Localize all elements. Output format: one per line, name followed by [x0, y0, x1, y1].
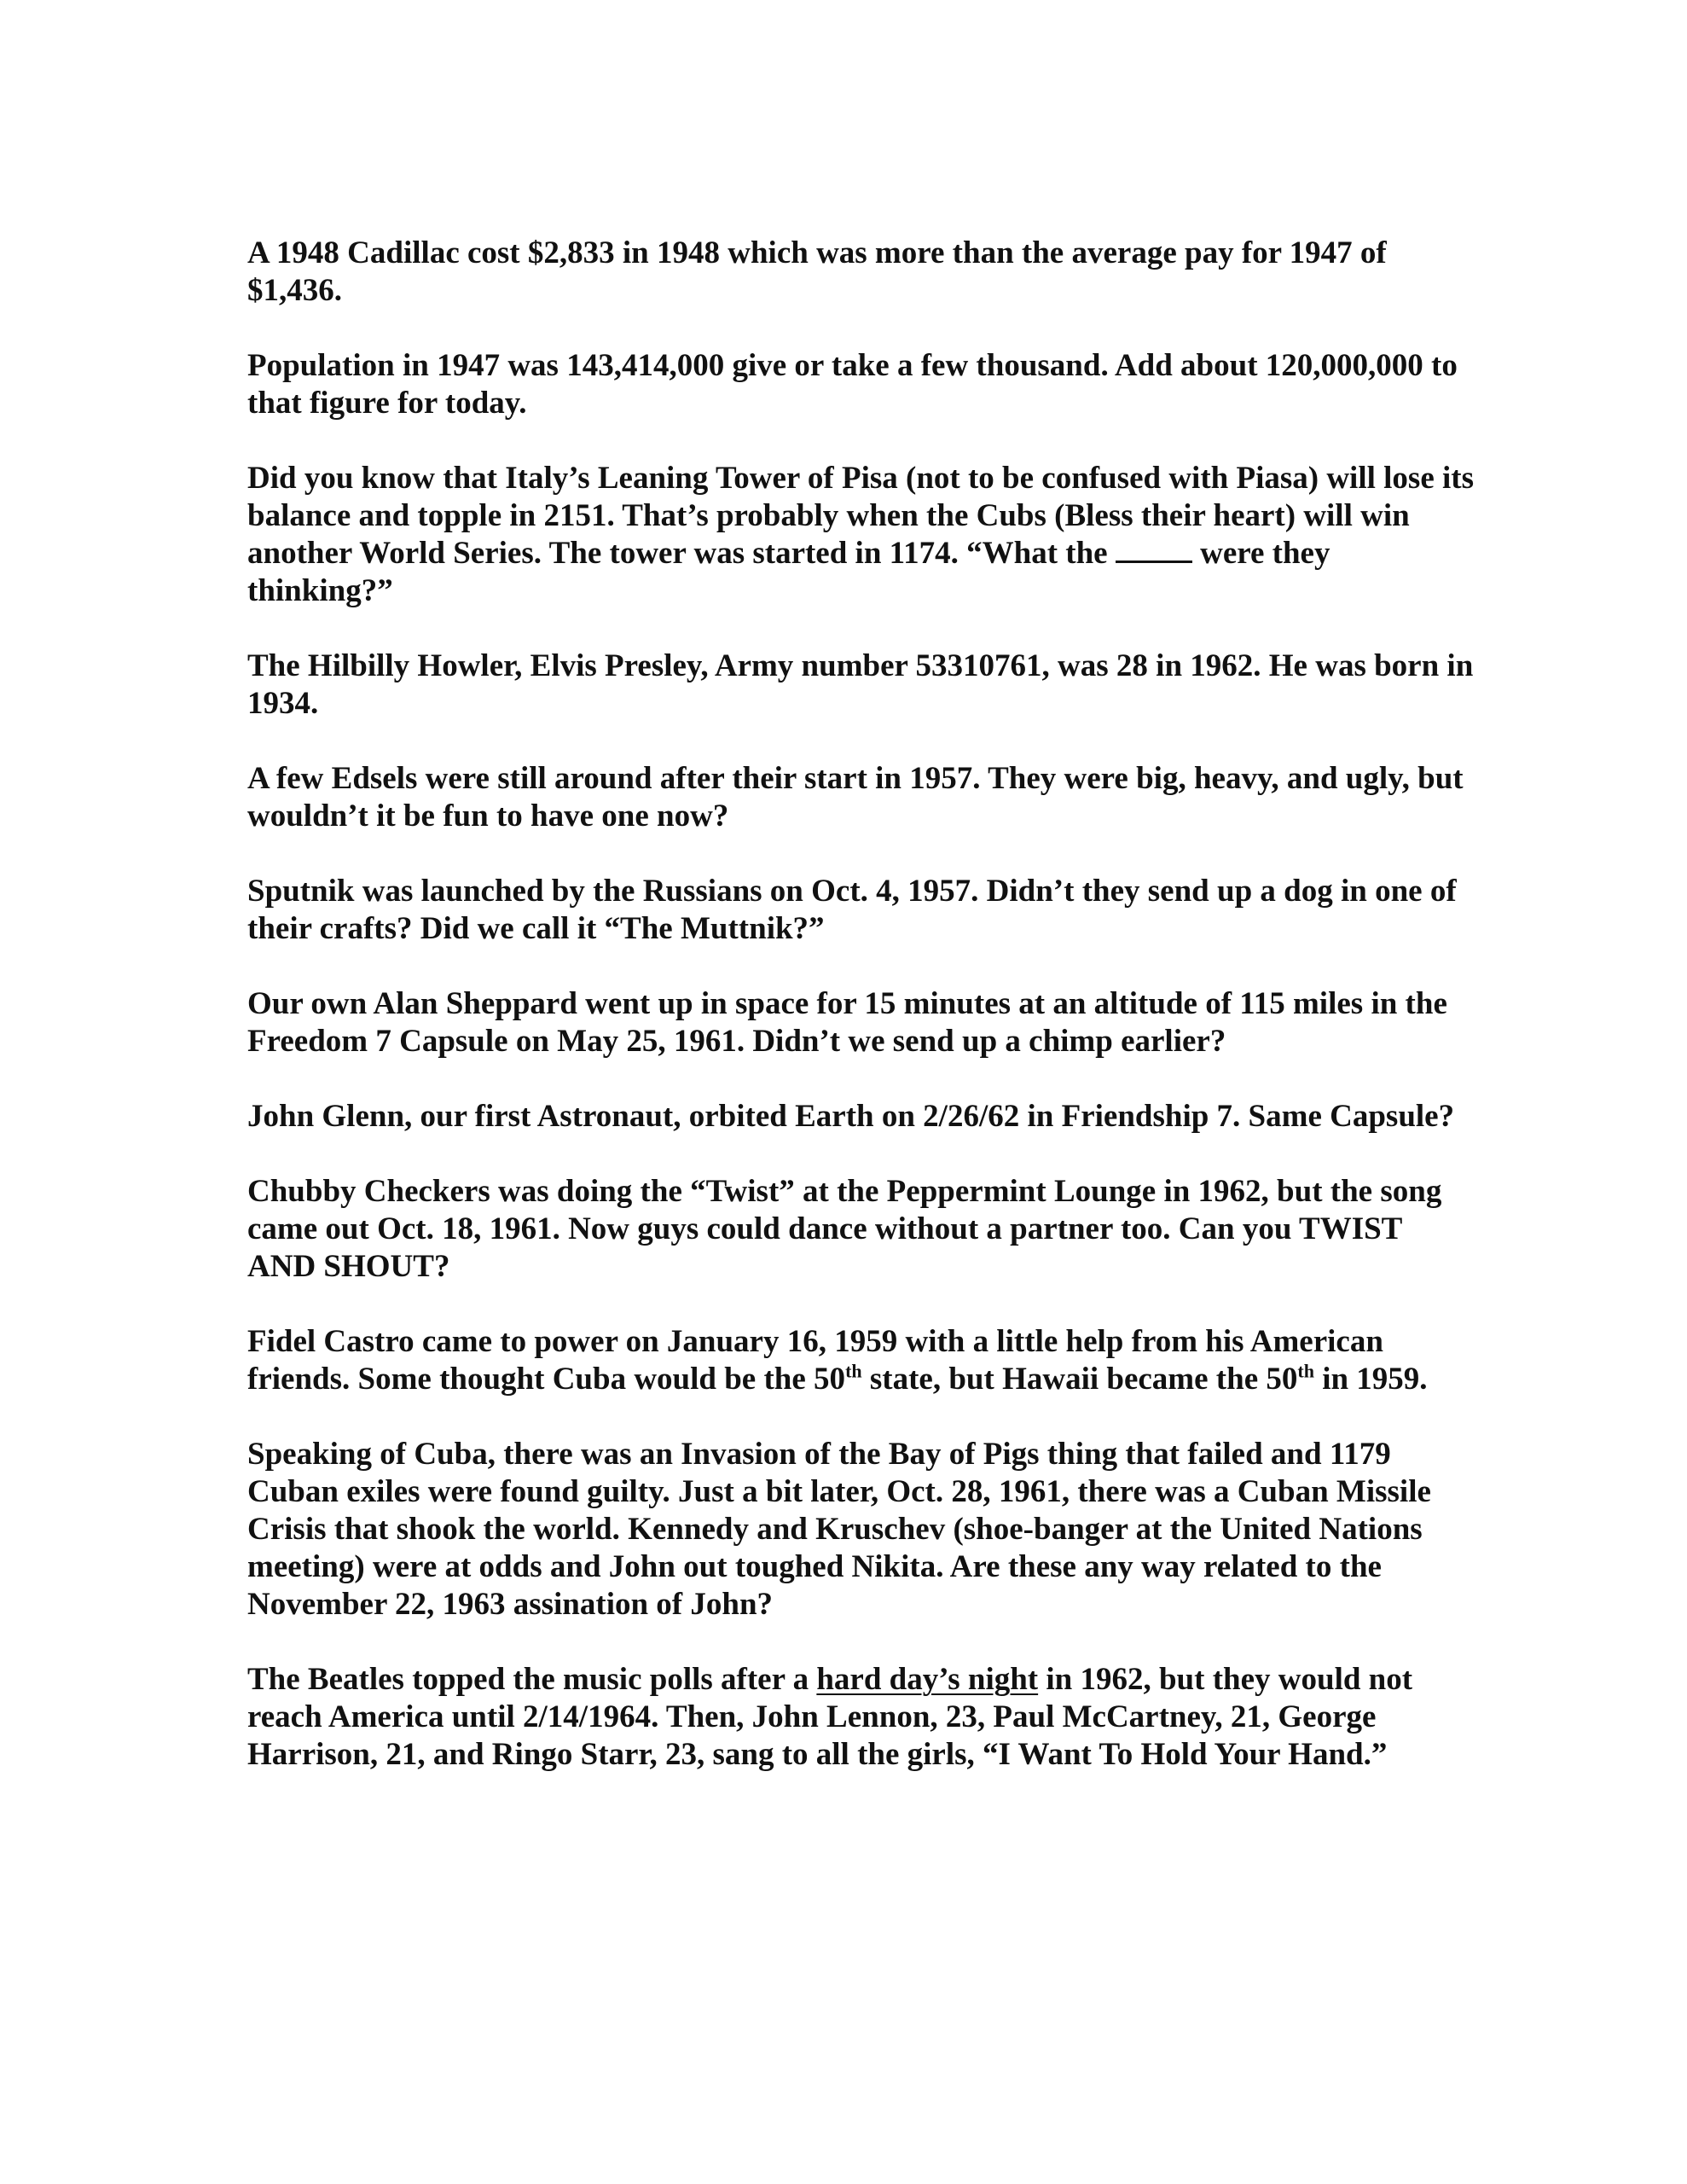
document-body [247, 235, 1475, 1811]
paragraph-castro [247, 1323, 1475, 1398]
ordinal-suffix: th [845, 1360, 862, 1382]
paragraph-twist: Chubby Checkers was doing the “Twist” at the Peppermint Lounge in 1962, but the song came out Oct. 18, 1961. Now guys could dance without a partner too. Can you TWIST AND SHOUT? [247, 1174, 1442, 1284]
paragraph-pisa [247, 460, 1475, 610]
pisa-text-end: were they thinking?” [247, 536, 1330, 608]
paragraph-edsels: A few Edsels were still around after their start in 1957. They were big, heavy, and ugly, but wouldn’t it be fun to have one now? [247, 761, 1464, 834]
ordinal-suffix: th [1297, 1360, 1314, 1382]
fill-in-blank [1116, 535, 1192, 563]
castro-text-c: in 1959. [1313, 1362, 1428, 1397]
paragraph-cadillac: A 1948 Cadillac cost $2,833 in 1948 which was more than the average pay for 1947 of $1,436. [247, 235, 1387, 308]
pisa-text-start: Did you know that Italy’s Leaning Tower of Pisa (not to be confused with Piasa) will lose its balance and topple in 2151. That’s probably when the Cubs (Bless their heart) will win another World Series. The tower was started in 1174. “What the [247, 461, 1474, 571]
paragraph-beatles [247, 1661, 1475, 1774]
beatles-text-a: The Beatles topped the music polls after a [247, 1662, 817, 1697]
paragraph-population: Population in 1947 was 143,414,000 give or take a few thousand. Add about 120,000,000 to that figure for today. [247, 348, 1458, 421]
underlined-phrase: hard day’s night [816, 1662, 1039, 1697]
paragraph-sheppard: Our own Alan Sheppard went up in space for 15 minutes at an altitude of 115 miles in the Freedom 7 Capsule on May 25, 1961. Didn’t we send up a chimp earlier? [247, 986, 1447, 1059]
paragraph-sputnik: Sputnik was launched by the Russians on Oct. 4, 1957. Didn’t they send up a dog in one of their crafts? Did we call it “The Muttnik?” [247, 874, 1457, 946]
beatles-text-b: in 1962, but they would not reach America until 2/14/1964. Then, John Lennon, 23, Paul McCartney, 21, George Harrison, 21, and Ringo Starr, 23, sang to all the girls, “I Want To Hold Your Hand.” [247, 1662, 1413, 1772]
paragraph-elvis: The Hilbilly Howler, Elvis Presley, Army number 53310761, was 28 in 1962. He was born in 1934. [247, 648, 1474, 721]
castro-text-b: state, but Hawaii became the 50 [861, 1362, 1298, 1397]
paragraph-cuba-crisis: Speaking of Cuba, there was an Invasion of the Bay of Pigs thing that failed and 1179 Cuban exiles were found guilty. Just a bit later, Oct. 28, 1961, there was a Cuban Missile Crisis that shook the world. Kennedy and Kruschev (shoe-banger at the United Nations meeting) were at odds and John out toughed Nikita. Are these any way related to the November 22, 1963 assination of John? [247, 1437, 1431, 1622]
paragraph-glenn: John Glenn, our first Astronaut, orbited Earth on 2/26/62 in Friendship 7. Same Capsule? [247, 1099, 1455, 1134]
castro-text-a: Fidel Castro came to power on January 16, 1959 with a little help from his American friends. Some thought Cuba would be the 50 [247, 1324, 1383, 1397]
